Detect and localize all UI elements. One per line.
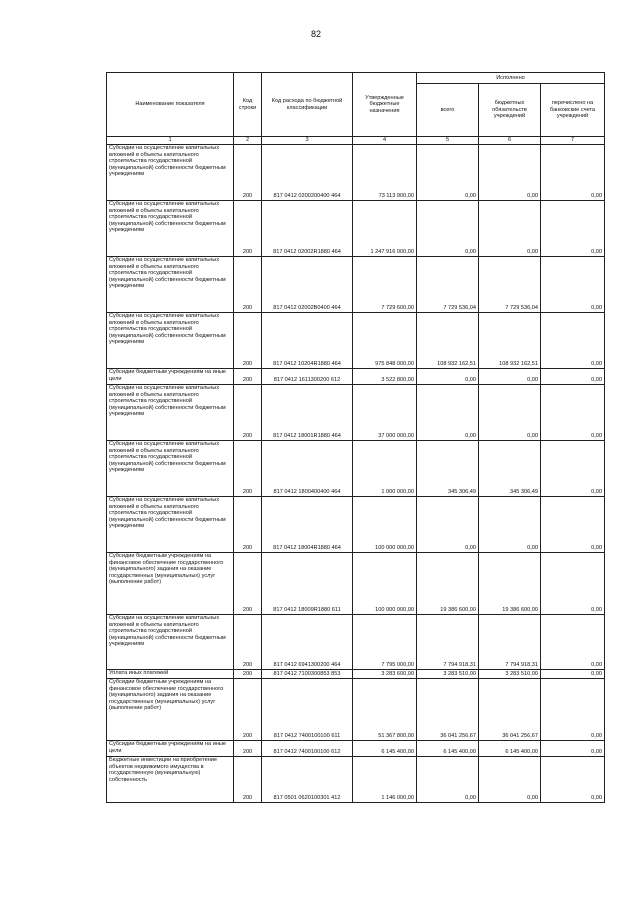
row-obligations: 36 041 256,67 [479, 679, 541, 741]
row-approved: 100 000 000,00 [353, 553, 417, 615]
row-budget-code: 817 0412 7400100100 612 [262, 741, 353, 757]
table-row [107, 679, 605, 741]
row-total: 0,00 [417, 145, 479, 201]
row-transferred: 0,00 [541, 615, 605, 670]
row-budget-code: 817 0412 18009R1880 611 [262, 553, 353, 615]
row-approved: 7 729 600,00 [353, 257, 417, 313]
row-total: 3 283 510,00 [417, 670, 479, 679]
row-name: Субсидии бюджетным учреждениям на иные цели [107, 741, 234, 757]
row-transferred: 0,00 [541, 757, 605, 803]
header-obligations: бюджетных обязательств учреждений [479, 84, 541, 137]
row-name: Субсидии на осуществление капитальных вложений в объекты капитального строительства государственной (муниципальной) собственности бюджетным учреждениям [107, 257, 234, 313]
row-budget-code: 817 0412 6941300200 464 [262, 615, 353, 670]
header-row [107, 73, 605, 84]
column-number-row [107, 137, 605, 145]
row-obligations: 0,00 [479, 369, 541, 385]
row-approved: 73 113 900,00 [353, 145, 417, 201]
row-obligations: 345 306,49 [479, 441, 541, 497]
row-total: 36 041 256,67 [417, 679, 479, 741]
row-obligations: 0,00 [479, 757, 541, 803]
row-transferred: 0,00 [541, 145, 605, 201]
header-total: всего [417, 84, 479, 137]
row-name: Уплата иных платежей [107, 670, 234, 679]
table-row [107, 313, 605, 369]
row-code: 200 [234, 201, 262, 257]
row-obligations: 0,00 [479, 385, 541, 441]
row-total: 0,00 [417, 497, 479, 553]
row-obligations: 6 145 400,00 [479, 741, 541, 757]
table-row [107, 257, 605, 313]
row-budget-code: 817 0412 02002R1880 464 [262, 201, 353, 257]
row-name: Субсидии на осуществление капитальных вложений в объекты капитального строительства государственной (муниципальной) собственности бюджетным учреждениям [107, 201, 234, 257]
table-row [107, 553, 605, 615]
row-transferred: 0,00 [541, 497, 605, 553]
row-total: 0,00 [417, 201, 479, 257]
row-total: 0,00 [417, 757, 479, 803]
table-row [107, 741, 605, 757]
row-transferred: 0,00 [541, 553, 605, 615]
row-name: Субсидии на осуществление капитальных вложений в объекты капитального строительства государственной (муниципальной) собственности бюджетным учреждениям [107, 145, 234, 201]
row-approved: 3 522 800,00 [353, 369, 417, 385]
table-row [107, 441, 605, 497]
row-obligations: 3 283 510,00 [479, 670, 541, 679]
row-name: Субсидии на осуществление капитальных вложений в объекты капитального строительства государственной (муниципальной) собственности бюджетным учреждениям [107, 313, 234, 369]
row-transferred: 0,00 [541, 679, 605, 741]
row-total: 345 306,49 [417, 441, 479, 497]
row-obligations: 0,00 [479, 497, 541, 553]
row-code: 200 [234, 553, 262, 615]
row-code: 200 [234, 385, 262, 441]
row-budget-code: 817 0412 1611300200 612 [262, 369, 353, 385]
column-number: 4 [353, 137, 417, 145]
row-budget-code: 817 0501 0620100301 412 [262, 757, 353, 803]
column-number: 5 [417, 137, 479, 145]
row-approved: 975 848 000,00 [353, 313, 417, 369]
row-transferred: 0,00 [541, 670, 605, 679]
header-transferred: перечислено на банковские счета учреждений [541, 84, 605, 137]
table-row [107, 201, 605, 257]
row-transferred: 0,00 [541, 441, 605, 497]
row-budget-code: 817 0412 02002В0400 464 [262, 257, 353, 313]
row-budget-code: 817 0412 10204R1880 464 [262, 313, 353, 369]
row-name: Субсидии бюджетным учреждениям на финансовое обеспечение государственного (муниципального) задания на оказание государственных (муниципальных) услуг (выполнение работ) [107, 553, 234, 615]
row-obligations: 7 729 536,04 [479, 257, 541, 313]
row-name: Субсидии на осуществление капитальных вложений в объекты капитального строительства государственной (муниципальной) собственности бюджетным учреждениям [107, 615, 234, 670]
table-row [107, 757, 605, 803]
row-total: 19 386 600,00 [417, 553, 479, 615]
header-approved: Утвержденные бюджетные назначения [353, 73, 417, 137]
table-row [107, 145, 605, 201]
row-code: 200 [234, 257, 262, 313]
row-code: 200 [234, 679, 262, 741]
row-approved: 1 146 000,00 [353, 757, 417, 803]
table-row [107, 615, 605, 670]
row-name: Субсидии на осуществление капитальных вложений в объекты капитального строительства государственной (муниципальной) собственности бюджетным учреждениям [107, 385, 234, 441]
row-budget-code: 817 0412 0200200400 464 [262, 145, 353, 201]
row-transferred: 0,00 [541, 257, 605, 313]
row-name: Субсидии на осуществление капитальных вложений в объекты капитального строительства государственной (муниципальной) собственности бюджетным учреждениям [107, 497, 234, 553]
column-number: 7 [541, 137, 605, 145]
page-number: 82 [310, 29, 321, 39]
row-approved: 1 247 916 000,00 [353, 201, 417, 257]
table-row [107, 369, 605, 385]
row-code: 200 [234, 497, 262, 553]
row-obligations: 7 794 918,31 [479, 615, 541, 670]
header-indicator-name: Наименование показателя [107, 73, 234, 137]
budget-execution-table [106, 72, 605, 803]
row-approved: 7 795 000,00 [353, 615, 417, 670]
row-total: 6 145 400,00 [417, 741, 479, 757]
row-transferred: 0,00 [541, 313, 605, 369]
row-transferred: 0,00 [541, 369, 605, 385]
row-obligations: 108 932 162,51 [479, 313, 541, 369]
row-total: 0,00 [417, 385, 479, 441]
row-name: Субсидии бюджетным учреждениям на финансовое обеспечение государственного (муниципального) задания на оказание государственных (муниципальных) услуг (выполнение работ) [107, 679, 234, 741]
row-total: 0,00 [417, 369, 479, 385]
row-name: Бюджетные инвестиции на приобретение объектов недвижимого имущества в государственную (муниципальную) собственность [107, 757, 234, 803]
row-code: 200 [234, 615, 262, 670]
table-row [107, 497, 605, 553]
row-total: 7 729 536,04 [417, 257, 479, 313]
header-line-code: Код строки [234, 73, 262, 137]
row-transferred: 0,00 [541, 201, 605, 257]
row-approved: 6 145 400,00 [353, 741, 417, 757]
row-code: 200 [234, 313, 262, 369]
row-total: 108 932 162,51 [417, 313, 479, 369]
row-budget-code: 817 0412 18004R1880 464 [262, 497, 353, 553]
column-number: 1 [107, 137, 234, 145]
row-obligations: 0,00 [479, 201, 541, 257]
table-row [107, 385, 605, 441]
row-code: 200 [234, 757, 262, 803]
row-code: 200 [234, 145, 262, 201]
row-code: 200 [234, 441, 262, 497]
row-approved: 3 283 600,00 [353, 670, 417, 679]
row-approved: 37 000 000,00 [353, 385, 417, 441]
row-name: Субсидии бюджетным учреждениям на иные цели [107, 369, 234, 385]
row-approved: 100 000 000,00 [353, 497, 417, 553]
row-budget-code: 817 0412 18001R1880 464 [262, 385, 353, 441]
column-number: 3 [262, 137, 353, 145]
row-code: 200 [234, 369, 262, 385]
row-obligations: 19 386 600,00 [479, 553, 541, 615]
row-obligations: 0,00 [479, 145, 541, 201]
column-number: 2 [234, 137, 262, 145]
header-executed: Исполнено [417, 73, 605, 84]
row-budget-code: 817 0412 7100300853 853 [262, 670, 353, 679]
header-budget-code: Код расхода по бюджетной классификации [262, 73, 353, 137]
row-code: 200 [234, 670, 262, 679]
row-budget-code: 817 0412 1800400400 464 [262, 441, 353, 497]
row-approved: 51 367 800,00 [353, 679, 417, 741]
row-transferred: 0,00 [541, 385, 605, 441]
column-number: 6 [479, 137, 541, 145]
row-name: Субсидии на осуществление капитальных вложений в объекты капитального строительства государственной (муниципальной) собственности бюджетным учреждениям [107, 441, 234, 497]
row-transferred: 0,00 [541, 741, 605, 757]
table-row [107, 670, 605, 679]
row-code: 200 [234, 741, 262, 757]
row-total: 7 794 918,31 [417, 615, 479, 670]
row-budget-code: 817 0412 7400100100 611 [262, 679, 353, 741]
row-approved: 1 000 000,00 [353, 441, 417, 497]
